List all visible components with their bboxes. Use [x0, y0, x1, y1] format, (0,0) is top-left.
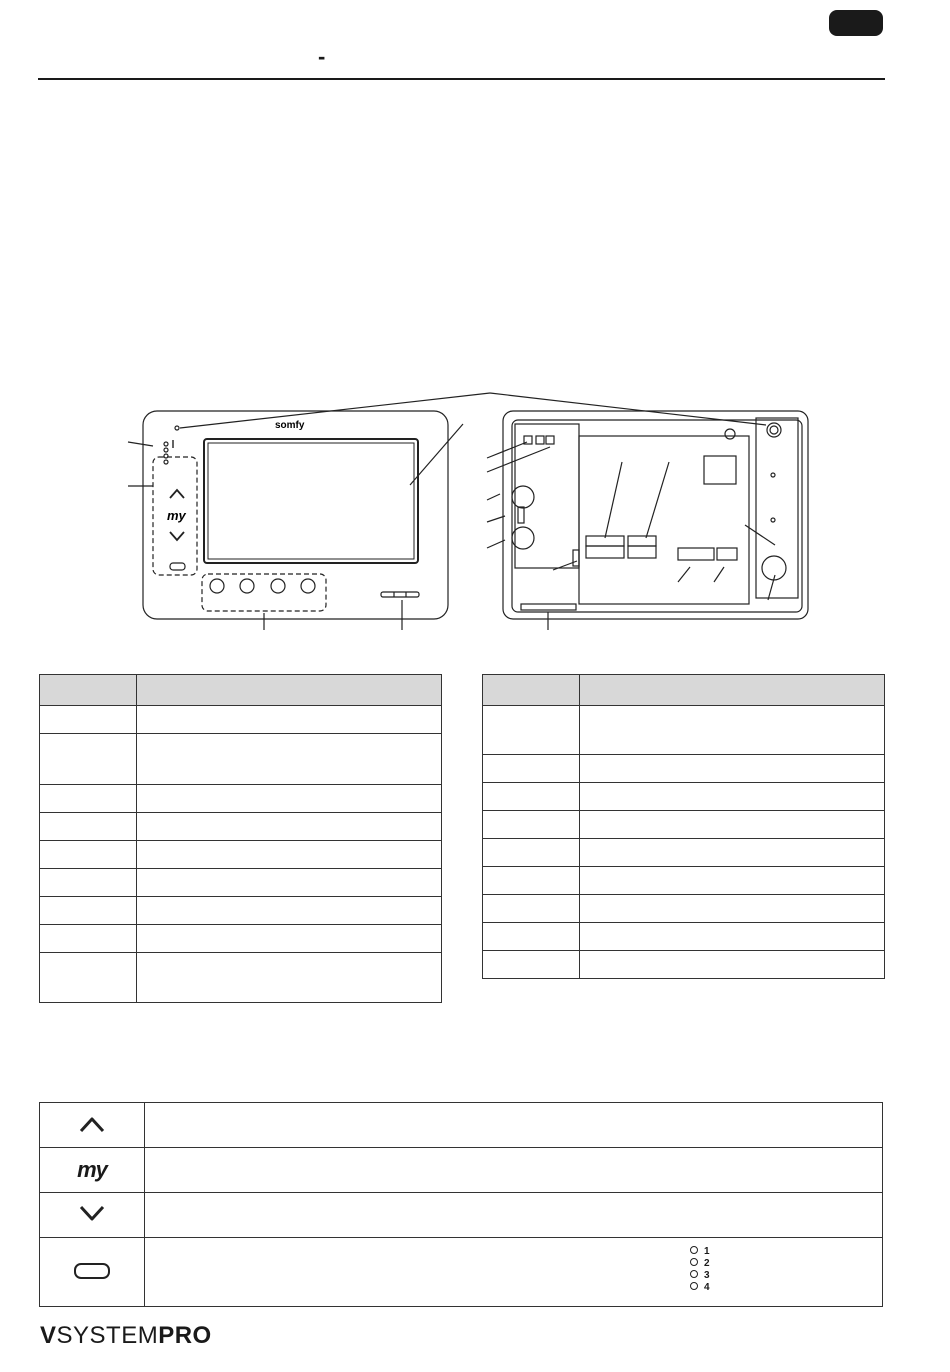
table-row: [40, 841, 442, 869]
my-label: my: [167, 508, 186, 523]
header-rule: [38, 78, 885, 80]
cell: [40, 785, 137, 813]
cell: [580, 839, 885, 867]
right-table-header-2: [580, 675, 885, 706]
table-row: [40, 869, 442, 897]
table-row: [483, 923, 885, 951]
key-description: [145, 1193, 883, 1238]
table-row: [483, 895, 885, 923]
cell: [40, 897, 137, 925]
table-row: [483, 706, 885, 755]
cell: [40, 706, 137, 734]
cell: [40, 734, 137, 785]
left-legend-table: [39, 674, 442, 1003]
cell: [137, 841, 442, 869]
table-row: [483, 839, 885, 867]
rounded-rect-button-icon: [40, 1238, 145, 1307]
somfy-logo: somfy: [275, 420, 305, 431]
cell: [580, 755, 885, 783]
cell: [137, 953, 442, 1003]
table-row: [483, 783, 885, 811]
cell: [137, 869, 442, 897]
device-diagram: [0, 380, 950, 640]
table-row: [483, 811, 885, 839]
key-description: [145, 1103, 883, 1148]
key-description: [145, 1148, 883, 1193]
table-row: [40, 1238, 883, 1307]
cell: [580, 811, 885, 839]
table-row: [40, 925, 442, 953]
left-table-header-2: [137, 675, 442, 706]
cell: [40, 953, 137, 1003]
table-row: [40, 813, 442, 841]
right-legend-table: [482, 674, 885, 979]
cell: [137, 813, 442, 841]
left-table-header-1: [40, 675, 137, 706]
cell: [40, 869, 137, 897]
title-dash: -: [318, 44, 326, 69]
table-row: [40, 953, 442, 1003]
cell: [483, 923, 580, 951]
cell: [483, 867, 580, 895]
table-row: [483, 951, 885, 979]
cell: [483, 839, 580, 867]
table-row: [40, 1103, 883, 1148]
table-row: [40, 897, 442, 925]
cell: [137, 706, 442, 734]
cell: [483, 706, 580, 755]
led-indicator-list: 1 2 3 4: [690, 1246, 710, 1294]
cell: [483, 895, 580, 923]
cell: [580, 867, 885, 895]
table-row: [40, 1193, 883, 1238]
table-row: [40, 785, 442, 813]
cell: [137, 925, 442, 953]
cell: [580, 706, 885, 755]
cell: [40, 813, 137, 841]
table-row: [483, 867, 885, 895]
cell: [40, 925, 137, 953]
cell: [580, 783, 885, 811]
table-row: [483, 755, 885, 783]
cell: [40, 841, 137, 869]
right-table-header-1: [483, 675, 580, 706]
language-badge: [829, 10, 883, 36]
cell: [137, 785, 442, 813]
cell: [483, 755, 580, 783]
table-row: [40, 706, 442, 734]
keys-table: [39, 1102, 883, 1307]
table-row: [40, 734, 442, 785]
cell: [137, 897, 442, 925]
cell: [137, 734, 442, 785]
cell: [483, 951, 580, 979]
vsystempro-logo: VSYSTEMPRO: [40, 1322, 212, 1349]
my-logo-icon: my: [40, 1148, 145, 1193]
cell: [580, 923, 885, 951]
chevron-down-icon: [40, 1193, 145, 1238]
key-description: [145, 1238, 883, 1307]
chevron-up-icon: [40, 1103, 145, 1148]
cell: [580, 951, 885, 979]
table-row: [40, 1148, 883, 1193]
cell: [483, 811, 580, 839]
cell: [580, 895, 885, 923]
cell: [483, 783, 580, 811]
